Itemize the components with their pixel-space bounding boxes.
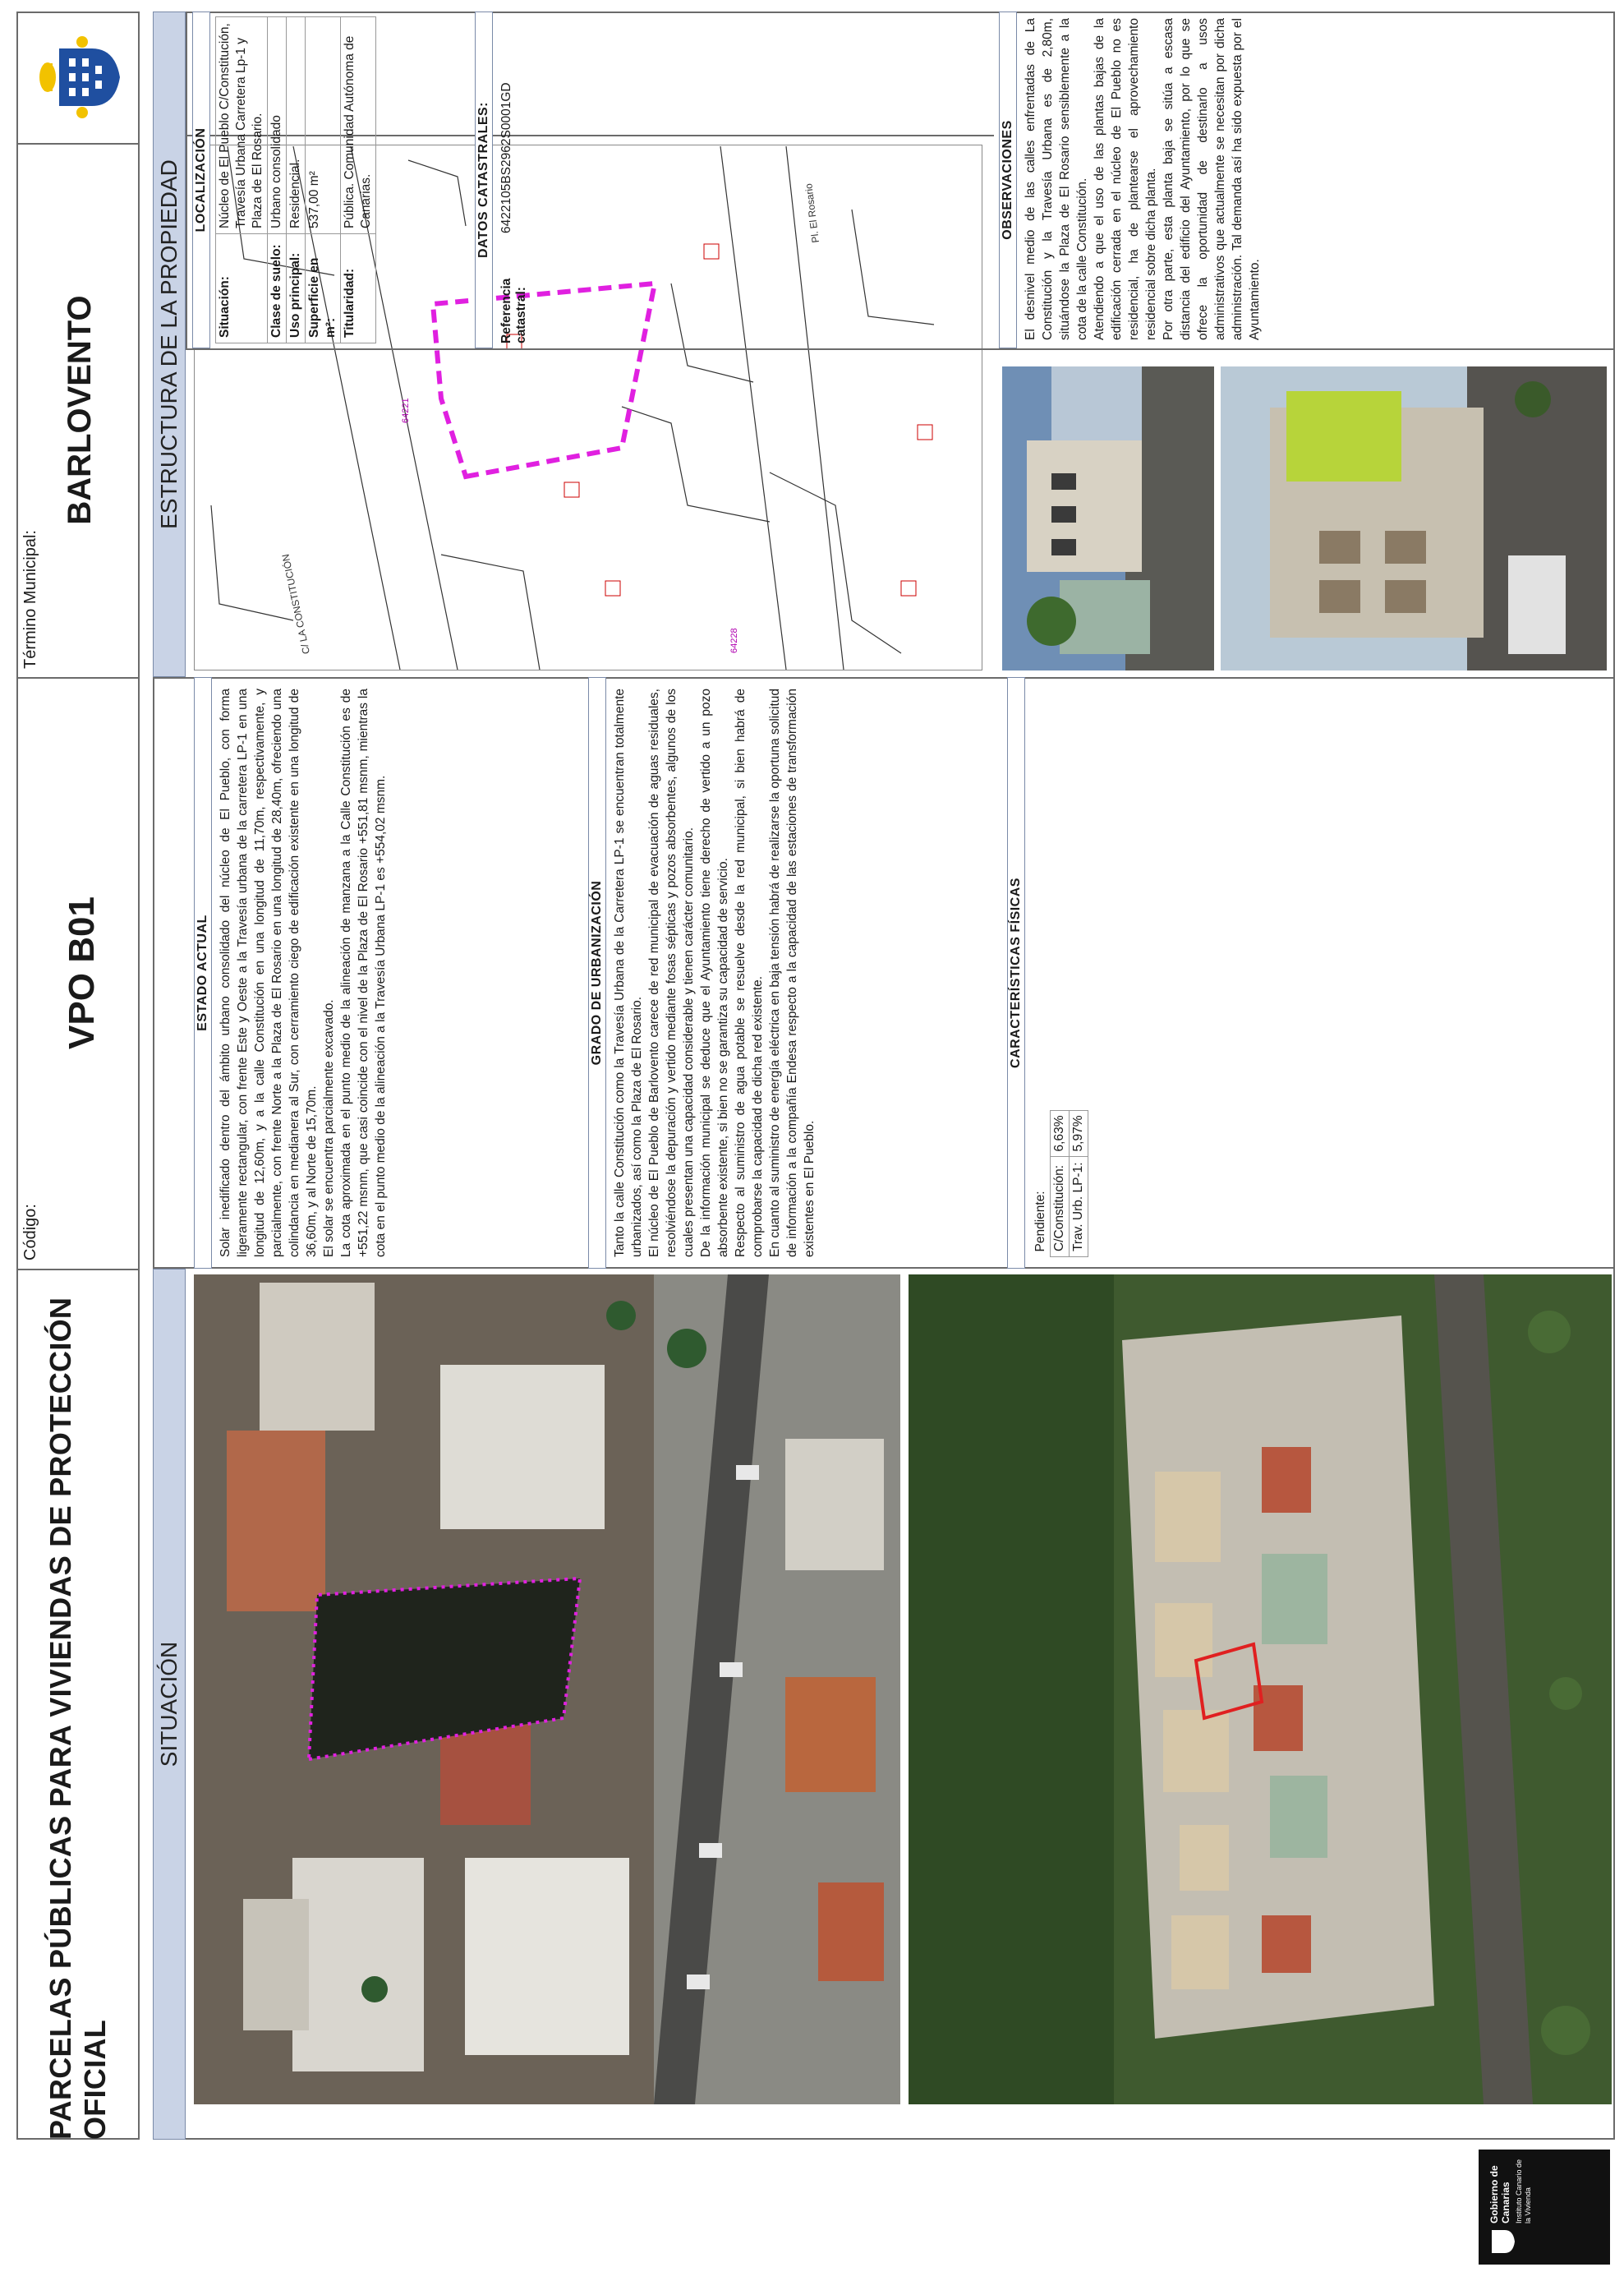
- table-row: [268, 17, 287, 343]
- aerial-photo: [194, 1274, 900, 2104]
- grado-p2: El núcleo de El Pueblo de Barlovento carece de red municipal de evacuación de aguas residuales, resolviéndose la depuración y vertido mediante fosas sépticas y pozos absorbentes, algunos de los cuales presentan una capacidad considerable y tienen carácter comunitario.: [647, 689, 696, 1257]
- section-situacion-header: SITUACIÓN: [153, 1269, 186, 2140]
- gobierno-logo-sub: Instituto Canario de la Vivienda: [1515, 2159, 1532, 2223]
- municipality-cell: [16, 143, 140, 677]
- caracteristicas-header: CARACTERÍSTICAS FÍSICAS: [1007, 677, 1025, 1269]
- grado-p1: Tanto la calle Constitución como la Travesía Urbana de la Carretera LP-1 se encuentran totalmente urbanizados, así como la Plaza de El Rosario.: [613, 689, 644, 1257]
- row-label: Clase de suelo:: [268, 234, 287, 343]
- observaciones-p2: Atendiendo a que el uso de las plantas bajas de la edificación cerrada en el núcleo de El Pueblo no es residencial, ha de plantearse el aprovechamiento residencial sobre dicha planta.: [1093, 18, 1158, 340]
- estado-actual-header: ESTADO ACTUAL: [194, 677, 212, 1269]
- grado-p3: De la información municipal se deduce que el Ayuntamiento tiene derecho de vertido a un pozo absorbente existente, si bien no se garantiza su capacidad de servicio.: [699, 689, 730, 1257]
- observaciones-p1: El desnivel medio de las calles enfrentadas de La Constitución y la Travesía Urbana es de 2,80m, situándose la Plaza de El Rosario sensiblemente a la cota de la calle Constitución.: [1024, 18, 1089, 340]
- ref-catastral-label: Referencia catastral:: [499, 278, 528, 343]
- row-label: Trav. Urb. LP-1:: [1070, 1157, 1088, 1257]
- localizacion-table: [215, 16, 376, 343]
- main-title-cell: [16, 1269, 140, 2140]
- observaciones-panel: [994, 12, 1615, 350]
- gobierno-logo-icon: [1487, 2227, 1516, 2256]
- section-estructura-header: ESTRUCTURA DE LA PROPIEDAD: [153, 12, 186, 677]
- row-label: Superficie en m²:: [306, 234, 341, 343]
- municipality-value: BARLOVENTO: [62, 295, 98, 525]
- row-label: Titularidad:: [341, 234, 376, 343]
- grado-urbanizacion-text: [611, 689, 818, 1257]
- row-label: C/Constitución:: [1051, 1157, 1070, 1257]
- oblique-photo: [909, 1274, 1612, 2104]
- canarias-shield-icon: [33, 32, 123, 122]
- row-value: 6,63%: [1051, 1110, 1070, 1157]
- row-value: Pública. Comunidad Autónoma de Canarias.: [341, 17, 376, 234]
- table-row: [1051, 1110, 1070, 1256]
- code-value: VPO B01: [62, 896, 102, 1049]
- table-row: [306, 17, 341, 343]
- gobierno-logo: [1479, 2150, 1610, 2265]
- table-row: [287, 17, 306, 343]
- row-label: Uso principal:: [287, 234, 306, 343]
- row-value: Residencial.: [287, 17, 306, 234]
- map-block-b: 64221: [401, 398, 411, 423]
- table-row: [216, 17, 268, 343]
- observaciones-text: [1022, 18, 1263, 340]
- grado-urbanizacion-header: GRADO DE URBANIZACIÓN: [588, 677, 606, 1269]
- pendiente-label: Pendiente:: [1033, 1191, 1047, 1252]
- row-value: 5,97%: [1070, 1110, 1088, 1157]
- table-row: [1070, 1110, 1088, 1256]
- row-value: Urbano consolidado: [268, 17, 287, 234]
- main-title: PARCELAS PÚBLICAS PARA VIVIENDAS DE PROTECCIÓN OFICIAL: [44, 1297, 112, 2140]
- street-photo-1: [1002, 366, 1214, 670]
- street-photo-2: [1221, 366, 1607, 670]
- estado-actual-p2: El solar se encuentra parcialmente excavado.: [322, 999, 336, 1257]
- row-value: Núcleo de El Pueblo C/Constitución, Travesía Urbana Carretera Lp-1 y Plaza de El Rosario.: [216, 17, 268, 234]
- map-street-label: C/ LA CONSTITUCIÓN: [279, 553, 312, 656]
- estado-actual-text: [217, 689, 389, 1257]
- shield-cell: [16, 12, 140, 143]
- localizacion-panel: [186, 12, 994, 350]
- map-block-a: 64228: [729, 628, 739, 653]
- ref-catastral-value: 6422105BS2962S0001GD: [499, 82, 513, 233]
- table-row: [341, 17, 376, 343]
- observaciones-header: OBSERVACIONES: [999, 12, 1017, 348]
- gobierno-logo-name: Gobierno de Canarias: [1488, 2165, 1511, 2223]
- grado-p5: En cuanto al suministro de energía eléctrica en baja tensión habrá de realizarse la oportuna solicitud de información a la compañía Endesa respecto a la capacidad de las estaciones de transformación existentes en El Pueblo.: [768, 689, 817, 1257]
- municipality-label: Término Municipal:: [21, 530, 39, 669]
- code-label: Código:: [21, 1204, 39, 1260]
- code-cell: [16, 677, 140, 1269]
- row-label: Situación:: [216, 234, 268, 343]
- observaciones-p3: Por otra parte, esta planta baja se sitúa a escasa distancia del edificio del Ayuntamiento, por lo que se ofrece la oportunidad de destinarlo a usos administrativos que actualmente se necesitan por dicha administración. Tal demanda así ha sido expuesta por el Ayuntamiento.: [1162, 18, 1262, 340]
- row-value: 537,00 m²: [306, 17, 341, 234]
- localizacion-header: LOCALIZACIÓN: [192, 12, 210, 348]
- estado-actual-p3: La cota aproximada en el punto medio de la alineación de manzana a la Calle Constitución es de +551,22 msnm, que casi coincide con el nivel de la Plaza de El Rosario +551,81 msnm, mientras la cota en el punto medio de la alineación a la Travesía Urbana LP-1 es +554,02 msnm.: [339, 689, 388, 1257]
- grado-p4: Respecto al suministro de agua potable se resuelve desde la red municipal, si bien habrá de comprobarse la capacidad de dicha red existente.: [734, 689, 765, 1257]
- estado-actual-p1: Solar inedificado dentro del ámbito urbano consolidado del núcleo de El Pueblo, con forma ligeramente rectangular, con frente Este y Oeste a la Travesía urbana de la carretera LP-1 en una longitud de 12,60m, y a la calle Constitución en una longitud de 11,70m, respectivamente, y parcialmente, con frente Norte a la Plaza de El Rosario en una longitud de 28,40m, ofreciendo una colindancia en medianera al Sur, con cerramiento ciego de edificación existente en una longitud de 36,60m, y al Norte de 15,70m.: [219, 689, 319, 1257]
- datos-catastrales-header: DATOS CATASTRALES:: [475, 12, 493, 348]
- caracteristicas-table: [1032, 1110, 1088, 1257]
- map-plaza-label: Pl. El Rosario: [803, 182, 821, 244]
